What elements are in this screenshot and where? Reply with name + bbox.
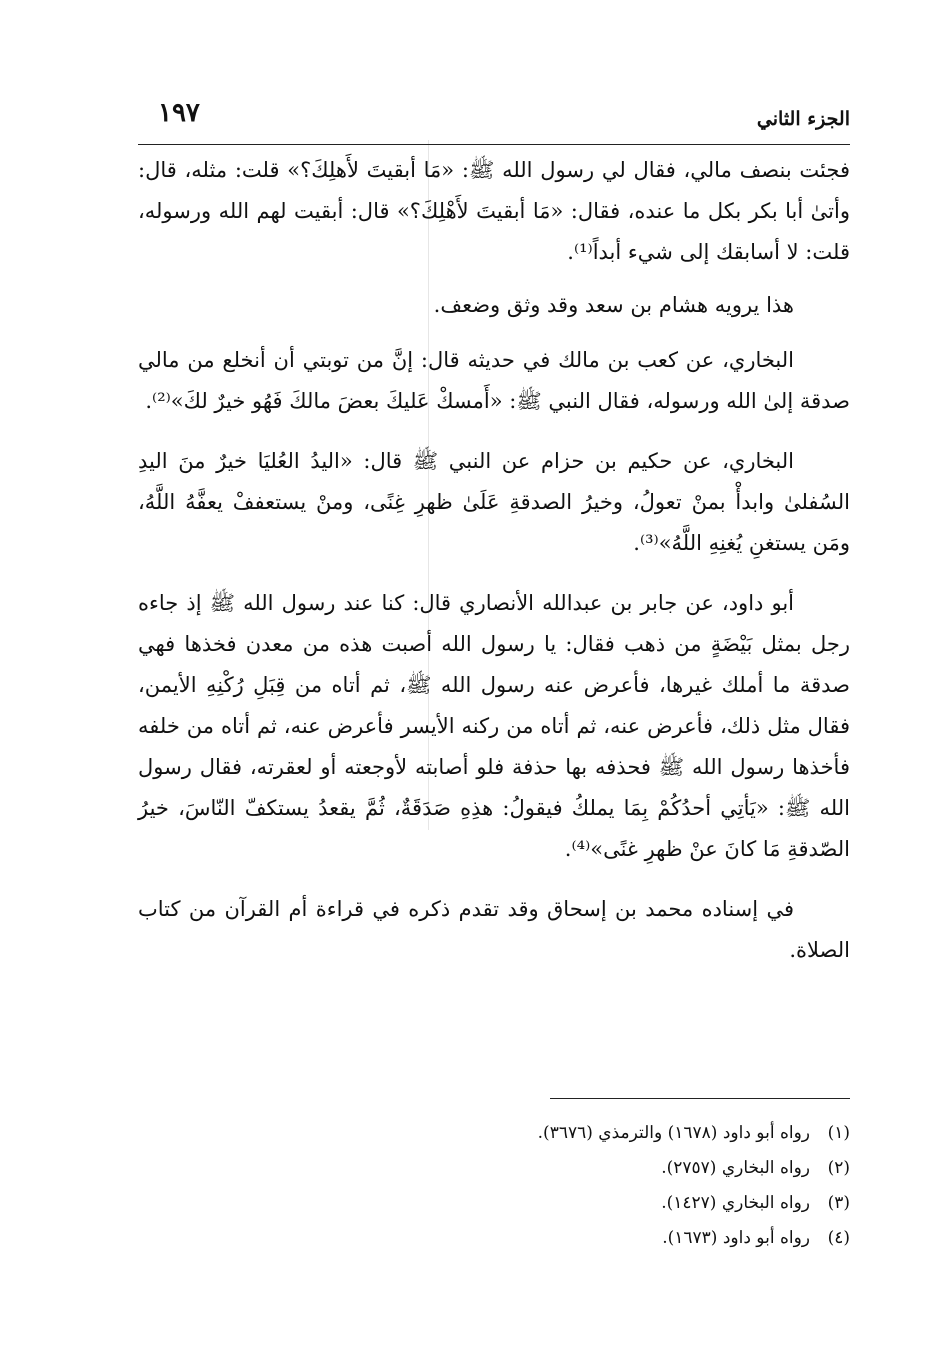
- footnote-number: (١): [827, 1123, 850, 1143]
- page-header: [138, 98, 850, 142]
- footnote-number: (٣): [827, 1193, 850, 1213]
- paragraph: هذا يرويه هشام بن سعد وقد وثق وضعف.: [433, 293, 794, 317]
- paragraph: البخاري، عن كعب بن مالك في حديثه قال: إنَّ من توبتي أن أنخلع من مالي صدقة إلىٰ الله ورسوله، فقال النبي ﷺ: «أَمسكْ عَليكَ بعضَ مالكَ فَهُو خيرٌ لكَ»⁽²⁾.: [138, 348, 850, 413]
- paragraph: فجئت بنصف مالي، فقال لي رسول الله ﷺ: «مَا أبقيتَ لأَهلِكَ؟» قلت: مثله، قال: وأتىٰ أبا بكر بكل ما عنده، فقال: «مَا أبقيتَ لأَهْلِكَ؟» قال: أبقيت لهم الله ورسوله، قلت: لا أسابقك إلى شيء أبداً⁽¹⁾.: [138, 158, 850, 264]
- footnote: [138, 1186, 850, 1221]
- header-rule: [138, 144, 850, 145]
- footnote: [138, 1116, 850, 1151]
- paragraph: البخاري، عن حكيم بن حزام عن النبي ﷺ قال: «اليدُ العُليَا خيرٌ منَ اليدِ السُفلىٰ وابدأْ بمنْ تعولُ، وخيرُ الصدقةِ عَلَىٰ ظهرِ غِنًى، ومنْ يستعففْ يعفَّهُ اللَّهُ، ومَن يستغنِ يُغنِهِ اللَّهُ»⁽³⁾.: [138, 449, 850, 555]
- running-title: الجزء الثاني: [756, 108, 850, 130]
- paragraph: في إسناده محمد بن إسحاق وقد تقدم ذكره في قراءة أم القرآن من كتاب الصلاة.: [138, 897, 850, 962]
- footnote: [138, 1151, 850, 1186]
- footnote-text: رواه أبو داود (١٦٧٨) والترمذي (٣٦٧٦).: [537, 1123, 810, 1143]
- footnote-number: (٤): [827, 1228, 850, 1248]
- body-text: [138, 150, 850, 990]
- paragraph: أبو داود، عن جابر بن عبدالله الأنصاري قال: كنا عند رسول الله ﷺ إذ جاءه رجل بمثل بَيْضَةٍ من ذهب فقال: يا رسول الله أصبت هذه من معدن فخذها فهي صدقة ما أملك غيرها، فأعرض عنه رسول الله ﷺ، ثم أتاه من قِبَلِ رُكْنِهِ الأيمن، فقال مثل ذلك، فأعرض عنه، ثم أتاه من ركنه الأيسر فأعرض عنه، ثم أتاه من خلفه فأخذها رسول الله ﷺ فحذفه بها حذفة فلو أصابته لأوجعته أو لعقرته، فقال رسول الله ﷺ: «يَأتِي أحدُكُمْ بِمَا يملكُ فيقولُ: هذِهِ صَدَقَةٌ، ثُمَّ يقعدُ يستكفّ النّاسَ، خيرُ الصّدقةِ مَا كانَ عنْ ظهرِ غنًى»⁽⁴⁾.: [138, 591, 850, 861]
- footnote-text: رواه البخاري (١٤٢٧).: [661, 1193, 810, 1213]
- page-number: ١٩٧: [158, 98, 200, 128]
- footnote: [138, 1221, 850, 1256]
- footnote-rule: [550, 1098, 850, 1099]
- footnote-text: رواه أبو داود (١٦٧٣).: [662, 1228, 810, 1248]
- footnote-number: (٢): [827, 1158, 850, 1178]
- footnotes: [138, 1116, 850, 1256]
- footnote-text: رواه البخاري (٢٧٥٧).: [661, 1158, 810, 1178]
